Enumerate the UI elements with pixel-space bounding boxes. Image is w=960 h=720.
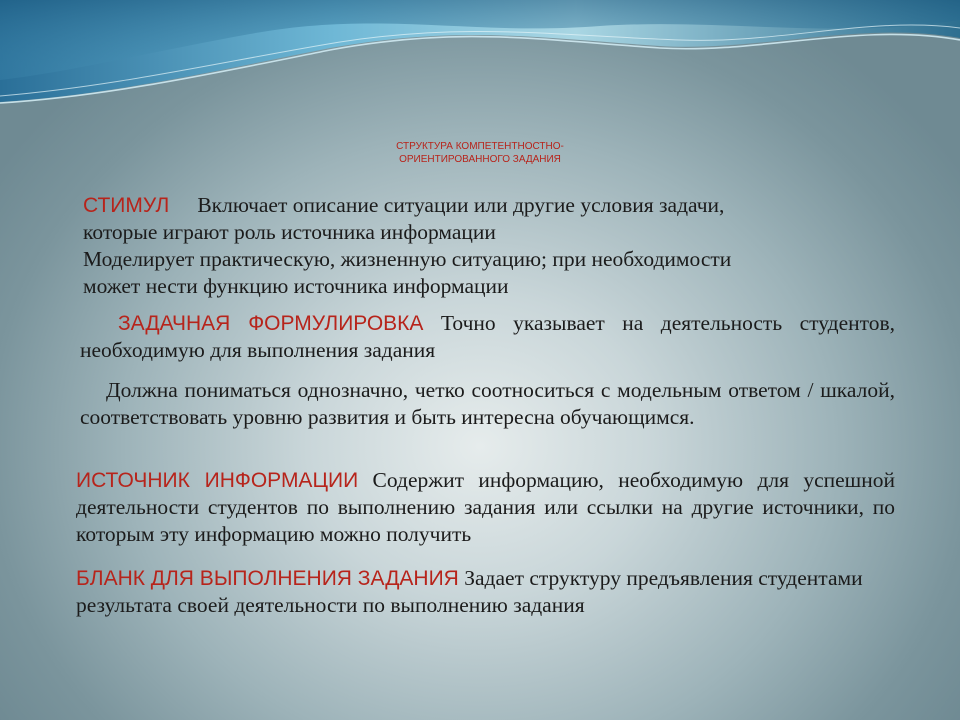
formulation-term: ЗАДАЧНАЯ ФОРМУЛИРОВКА [118, 312, 424, 335]
formulation-paragraph [80, 310, 895, 364]
formulation-def: Точно указывает на деятельность студентов, необходимую для выполнения задания [80, 311, 896, 362]
requirement-paragraph: Должна пониматься однозначно, четко соотноситься с модельным ответом / шкалой, соответствовать уровню развития и быть интересна обучающимся. [80, 378, 895, 429]
stimul-term: СТИМУЛ [83, 194, 170, 217]
stimul-def-3: Моделирует практическую, жизненную ситуацию; при необходимости [83, 247, 732, 271]
stimul-line-1 [83, 192, 883, 219]
blank-paragraph [76, 565, 895, 619]
source-paragraph [76, 467, 895, 548]
slide-title-line2: ОРИЕНТИРОВАННОГО ЗАДАНИЯ [399, 154, 561, 165]
wave-header-decoration [0, 0, 960, 115]
stimul-def-1: Включает описание ситуации или другие условия задачи, [197, 193, 725, 217]
slide-title-line1: СТРУКТУРА КОМПЕТЕНТНОСТНО- [396, 141, 564, 152]
source-term: ИСТОЧНИК ИНФОРМАЦИИ [76, 469, 359, 492]
blank-def: Задает структуру предъявления студентами результата своей деятельности по выполнению задания [76, 566, 863, 617]
source-def: Содержит информацию, необходимую для успешной деятельности студентов по выполнению задания или ссылки на другие источники, по которым эту информацию можно получить [76, 468, 896, 546]
blank-term: БЛАНК ДЛЯ ВЫПОЛНЕНИЯ ЗАДАНИЯ [76, 567, 459, 590]
stimul-def-4: может нести функцию источника информации [83, 274, 509, 298]
stimul-block [83, 192, 883, 300]
stimul-def-2: которые играют роль источника информации [83, 220, 496, 244]
slide-title [330, 140, 630, 166]
